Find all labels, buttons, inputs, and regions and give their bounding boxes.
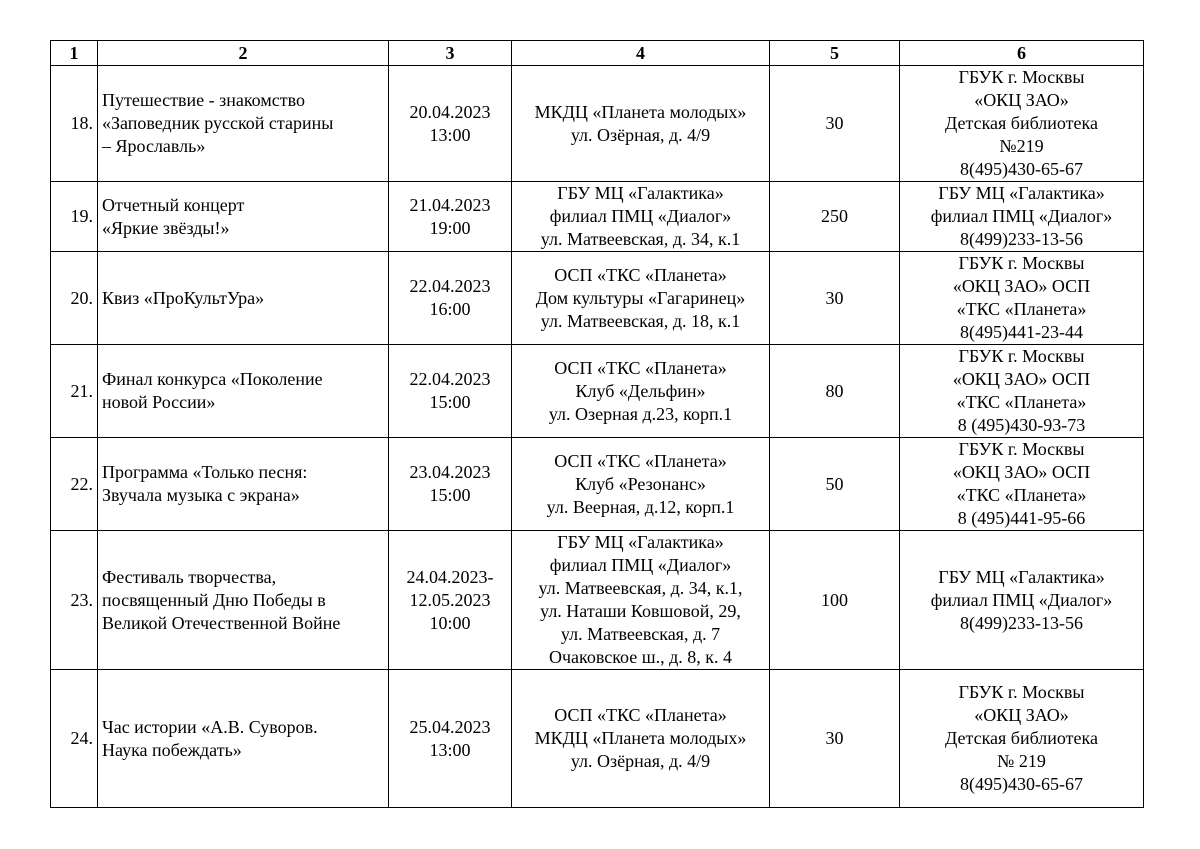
event-place-line: Клуб «Резонанс» [575, 473, 706, 494]
organizer-line: ГБУК г. Москвы [958, 67, 1085, 87]
event-name-line: Отчетный концерт [102, 194, 245, 215]
event-date-line: 24.04.2023- [406, 566, 494, 587]
participant-count-cell: 30 [770, 670, 900, 808]
event-place-line: ул. Наташи Ковшовой, 29, [540, 601, 741, 621]
row-number-cell: 19. [51, 182, 98, 252]
event-date-cell [389, 345, 512, 438]
event-date-line: 10:00 [429, 612, 471, 633]
event-place-line: ул. Матвеевская, д. 18, к.1 [540, 310, 741, 331]
organizer-cell [900, 345, 1144, 438]
event-date-line: 16:00 [429, 299, 471, 319]
organizer-cell [900, 66, 1144, 182]
organizer-line: «ОКЦ ЗАО» [974, 705, 1069, 725]
organizer-cell [900, 182, 1144, 252]
event-date-line: 15:00 [429, 392, 471, 412]
event-place-line: ул. Веерная, д.12, корп.1 [546, 496, 735, 517]
organizer-line: 8 (495)441-95-66 [957, 508, 1086, 528]
event-date-line: 13:00 [429, 739, 471, 760]
organizer-line: ГБУ МЦ «Галактика» [938, 183, 1105, 203]
organizer-line: «ОКЦ ЗАО» ОСП [952, 369, 1091, 389]
header-cell: 1 [51, 41, 98, 66]
organizer-line: 8(495)441-23-44 [960, 322, 1083, 342]
event-place-line: ул. Озерная д.23, корп.1 [548, 403, 733, 424]
event-place-line: МКДЦ «Планета молодых» [534, 101, 747, 122]
row-number-cell: 23. [51, 531, 98, 670]
organizer-line: ГБУК г. Москвы [958, 346, 1085, 366]
event-date-cell [389, 531, 512, 670]
event-name-cell [98, 182, 389, 252]
event-date-line: 23.04.2023 [409, 462, 491, 482]
organizer-line: «ОКЦ ЗАО» ОСП [952, 462, 1091, 482]
event-name-line: Квиз «ПроКультУра» [102, 287, 265, 308]
organizer-line: филиал ПМЦ «Диалог» [930, 206, 1113, 226]
event-date-line: 25.04.2023 [409, 716, 491, 737]
organizer-line: ГБУК г. Москвы [958, 682, 1085, 702]
event-name-line: Звучала музыка с экрана» [102, 485, 300, 505]
event-place-cell [512, 438, 770, 531]
event-name-line: посвященный Дню Победы в [102, 589, 326, 610]
header-cell: 2 [98, 41, 389, 66]
event-date-cell [389, 252, 512, 345]
table-row [51, 252, 1144, 345]
event-name-line: Наука побеждать» [102, 739, 242, 760]
table-row [51, 438, 1144, 531]
event-name-cell [98, 670, 389, 808]
organizer-line: «ТКС «Планета» [956, 299, 1087, 319]
event-place-line: Клуб «Дельфин» [575, 380, 706, 401]
organizer-line: Детская библиотека [945, 113, 1098, 133]
table-row [51, 670, 1144, 808]
event-place-line: филиал ПМЦ «Диалог» [549, 206, 732, 226]
event-date-line: 19:00 [429, 217, 471, 238]
organizer-line: № 219 [997, 751, 1046, 771]
event-name-line: Путешествие - знакомство [102, 90, 305, 110]
row-number-cell: 24. [51, 670, 98, 808]
organizer-line: 8(499)233-13-56 [960, 229, 1083, 249]
organizer-line: 8(499)233-13-56 [960, 612, 1083, 633]
event-date-line: 13:00 [429, 124, 471, 145]
table-row [51, 182, 1144, 252]
event-date-cell [389, 438, 512, 531]
event-name-cell [98, 345, 389, 438]
organizer-line: 8(495)430-65-67 [960, 774, 1083, 794]
participant-count-cell: 80 [770, 345, 900, 438]
event-name-cell [98, 531, 389, 670]
event-place-line: ул. Озёрная, д. 4/9 [570, 751, 711, 771]
row-number-cell: 22. [51, 438, 98, 531]
header-cell: 5 [770, 41, 900, 66]
table-body [51, 66, 1144, 808]
event-name-line: Великой Отечественной Войне [102, 612, 341, 633]
event-date-line: 21.04.2023 [409, 194, 491, 215]
events-table [50, 40, 1144, 808]
row-number-cell: 20. [51, 252, 98, 345]
event-date-cell [389, 182, 512, 252]
organizer-cell [900, 252, 1144, 345]
organizer-line: Детская библиотека [945, 728, 1098, 748]
event-date-cell [389, 670, 512, 808]
organizer-line: «ТКС «Планета» [956, 392, 1087, 412]
organizer-line: ГБУ МЦ «Галактика» [938, 566, 1105, 587]
organizer-line: ГБУК г. Москвы [958, 253, 1085, 273]
header-cell: 6 [900, 41, 1144, 66]
header-cell: 3 [389, 41, 512, 66]
organizer-line: «ОКЦ ЗАО» [974, 90, 1069, 110]
table-row [51, 531, 1144, 670]
event-date-line: 22.04.2023 [409, 276, 491, 296]
event-name-line: «Яркие звёзды!» [102, 217, 230, 238]
table-row [51, 345, 1144, 438]
event-place-cell [512, 531, 770, 670]
event-place-line: ГБУ МЦ «Галактика» [557, 532, 724, 552]
event-place-cell [512, 252, 770, 345]
event-place-line: ул. Матвеевская, д. 34, к.1 [540, 229, 741, 249]
event-date-line: 12.05.2023 [409, 589, 491, 610]
event-place-line: ул. Матвеевская, д. 7 [560, 624, 721, 644]
organizer-line: «ОКЦ ЗАО» ОСП [952, 276, 1091, 296]
event-place-line: ул. Озёрная, д. 4/9 [570, 124, 711, 145]
event-date-line: 15:00 [429, 485, 471, 505]
event-place-line: ул. Матвеевская, д. 34, к.1, [538, 578, 743, 598]
event-place-cell [512, 66, 770, 182]
organizer-cell [900, 531, 1144, 670]
event-date-cell [389, 66, 512, 182]
row-number-cell: 21. [51, 345, 98, 438]
event-name-line: «Заповедник русской старины [102, 113, 334, 133]
participant-count-cell: 30 [770, 66, 900, 182]
event-place-line: МКДЦ «Планета молодых» [534, 728, 747, 748]
event-place-line: Дом культуры «Гагаринец» [535, 287, 746, 308]
event-place-cell [512, 345, 770, 438]
table-row [51, 66, 1144, 182]
event-name-line: Час истории «А.В. Суворов. [102, 716, 318, 737]
participant-count-cell: 250 [770, 182, 900, 252]
participant-count-cell: 50 [770, 438, 900, 531]
event-name-line: новой России» [102, 392, 216, 412]
organizer-line: 8 (495)430-93-73 [957, 415, 1086, 435]
event-place-line: ОСП «ТКС «Планета» [554, 357, 727, 378]
header-row [51, 41, 1144, 66]
organizer-line: «ТКС «Планета» [956, 485, 1087, 505]
event-place-line: ГБУ МЦ «Галактика» [557, 183, 724, 203]
event-place-line: Очаковское ш., д. 8, к. 4 [548, 647, 733, 667]
event-place-line: филиал ПМЦ «Диалог» [549, 555, 732, 575]
event-name-cell [98, 252, 389, 345]
organizer-cell [900, 438, 1144, 531]
participant-count-cell: 100 [770, 531, 900, 670]
event-place-cell [512, 670, 770, 808]
event-name-line: Финал конкурса «Поколение [102, 369, 323, 389]
event-place-line: ОСП «ТКС «Планета» [554, 264, 727, 285]
event-name-cell [98, 66, 389, 182]
organizer-line: 8(495)430-65-67 [960, 159, 1083, 179]
header-cell: 4 [512, 41, 770, 66]
event-place-line: ОСП «ТКС «Планета» [554, 705, 727, 725]
event-name-line: Программа «Только песня: [102, 462, 308, 482]
organizer-line: ГБУК г. Москвы [958, 439, 1085, 459]
event-name-line: – Ярославль» [102, 136, 206, 156]
event-place-cell [512, 182, 770, 252]
event-name-cell [98, 438, 389, 531]
organizer-line: №219 [999, 136, 1044, 156]
row-number-cell: 18. [51, 66, 98, 182]
event-date-line: 22.04.2023 [409, 369, 491, 389]
organizer-cell [900, 670, 1144, 808]
organizer-line: филиал ПМЦ «Диалог» [930, 589, 1113, 610]
event-name-line: Фестиваль творчества, [102, 566, 277, 587]
event-date-line: 20.04.2023 [409, 101, 491, 122]
event-place-line: ОСП «ТКС «Планета» [554, 450, 727, 471]
participant-count-cell: 30 [770, 252, 900, 345]
